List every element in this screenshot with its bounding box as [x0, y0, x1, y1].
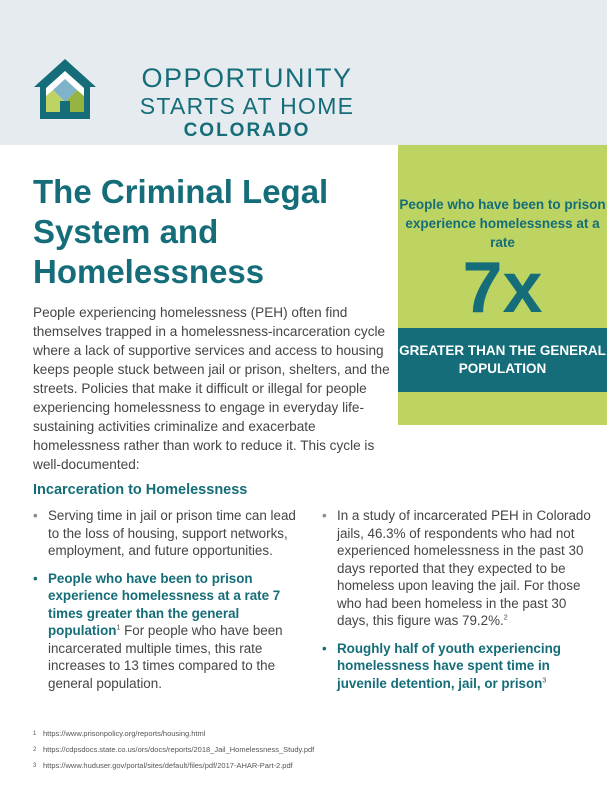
footnote [33, 758, 593, 774]
footnote [33, 726, 593, 742]
list-item [33, 570, 303, 693]
footnote-number: 2 [33, 747, 37, 753]
footnote-ref: 3 [542, 677, 547, 685]
brand-wordmark [112, 63, 382, 143]
page-title: The Criminal Legal System and Homelessness [33, 173, 329, 290]
stat-callout-figure: 7x [462, 248, 543, 328]
section-heading: Incarceration to Homelessness [33, 482, 248, 498]
bullet-text: Serving time in jail or prison time can lead to the loss of housing, support networks, employment, and future opportunities. [48, 508, 296, 558]
footnote-link[interactable]: https://www.prisonpolicy.org/reports/housing.html [43, 729, 206, 738]
bullet-text: In a study of incarcerated PEH in Colorado jails, 46.3% of respondents who had not experienced homelessness in the past 30 days reported that they expected to be homeless upon leaving the jail. For those who had been homeless in the past 30 days, this figure was 79.2%. [337, 508, 591, 628]
house-logo-icon [30, 55, 100, 125]
footnote-link[interactable]: https://cdpsdocs.state.co.us/ors/docs/reports/2018_Jail_Homelessness_Study.pdf [43, 745, 315, 754]
bullet-highlight: Roughly half of youth experiencing homelessness have spent time in juvenile detention, jail, or prison [337, 640, 561, 691]
footnote-number: 1 [33, 731, 37, 737]
list-item [33, 507, 303, 560]
bullet-highlight: People who have been to prison experience homelessness at a rate 7 times greater than the general population [48, 570, 281, 638]
footnote [33, 742, 593, 758]
bullet-text: For people who have been incarcerated multiple times, this rate increases to 13 times compared to the general population. [48, 623, 283, 691]
bullet-list-right [322, 507, 592, 702]
stat-callout-lead: People who have been to prison experience homelessness at a rate [399, 197, 606, 250]
brand-line-3: COLORADO [183, 120, 311, 141]
footnote-ref: 2 [503, 614, 508, 622]
footnote-ref: 1 [116, 624, 121, 632]
footnote-link[interactable]: https://www.huduser.gov/portal/sites/default/files/pdf/2017-AHAR-Part-2.pdf [43, 761, 293, 770]
stat-callout-tail: GREATER THAN THE GENERAL POPULATION [399, 343, 606, 376]
footnote-number: 3 [33, 763, 37, 769]
footnotes [33, 726, 593, 774]
list-item [322, 640, 592, 693]
header-band [0, 0, 607, 145]
brand-line-2: STARTS AT HOME [139, 93, 355, 119]
list-item [322, 507, 592, 630]
intro-paragraph: People experiencing homelessness (PEH) often find themselves trapped in a homelessness-incarceration cycle where a lack of supportive services and access to housing keeps people stuck between jail or prison, shelters, and the streets. Policies that make it difficult or illegal for people experiencing homelessness to engage in everyday life-sustaining activities criminalize and exacerbate homelessness rather than work to reduce it. This cycle is well-documented: [33, 305, 390, 472]
bullet-list-left [33, 507, 303, 702]
brand-line-1: OPPORTUNITY [141, 63, 353, 93]
